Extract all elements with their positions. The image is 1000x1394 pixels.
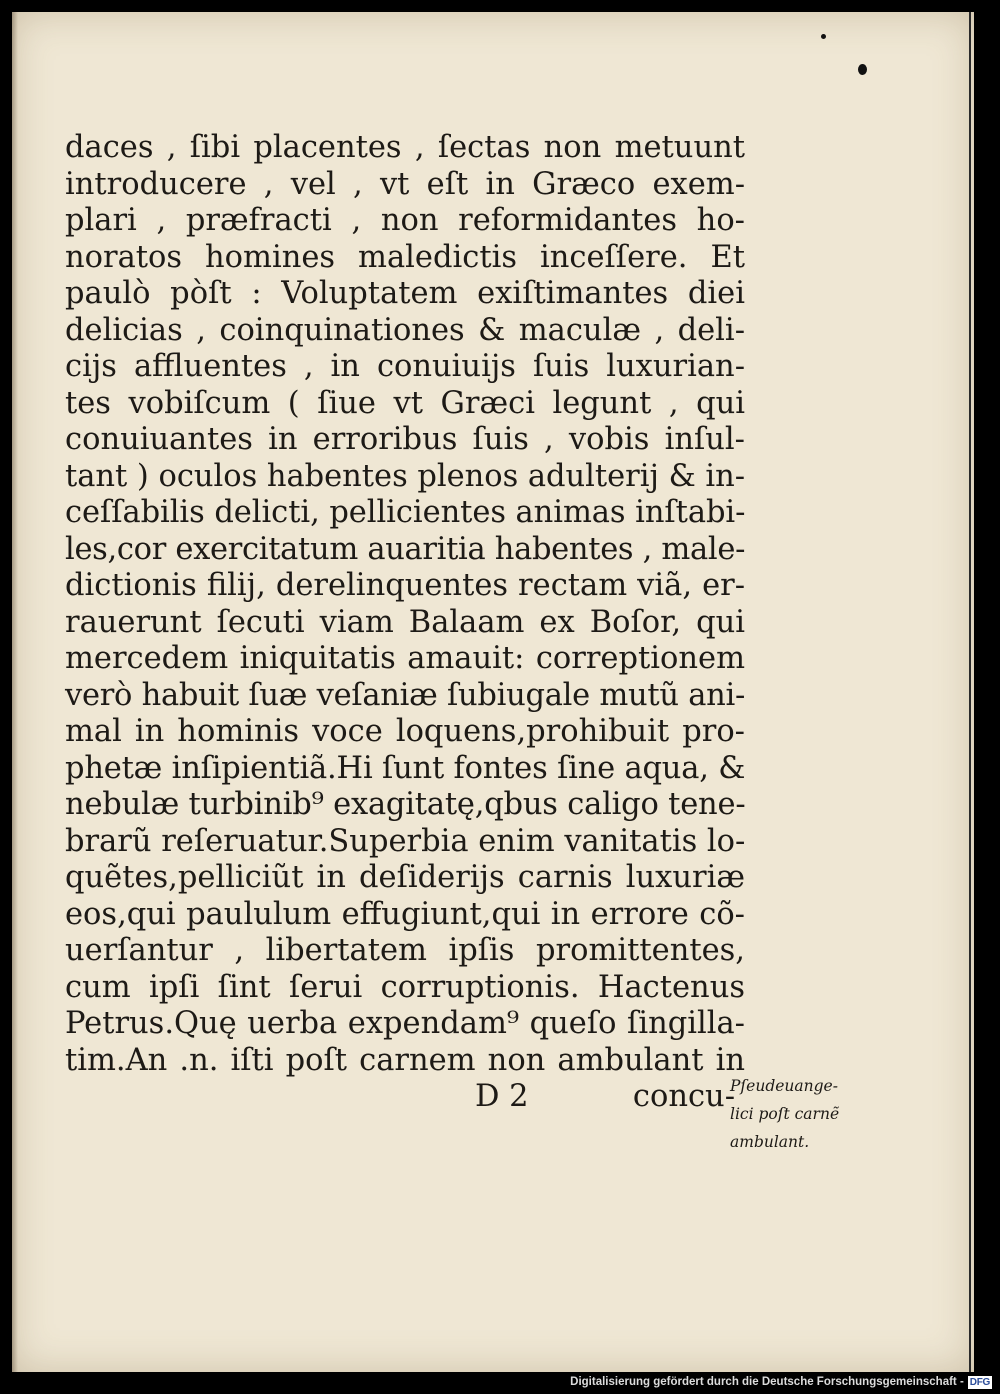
funding-text: Digitalisierung gefördert durch die Deutsche Forschungsgemeinschaft - [570,1376,964,1388]
text-line: ceſſabilis delicti, pellicientes animas inſtabi- [65,495,746,530]
text-line: nebulæ turbinib⁹ exagitatę,qbus caligo tene- [65,787,746,822]
body-text [65,130,745,1116]
text-line: cijs affluentes , in conuiuijs ſuis luxurian- [65,349,745,384]
text-line: tim.An .n. iſti poſt carnem non ambulant in [65,1042,745,1078]
marginal-note [730,1072,880,1156]
text-line: brarũ reſeruatur.Superbia enim vanitatis lo- [65,823,746,859]
text-line: rauerunt ſecuti viam Balaam ex Boſor, qui [65,604,745,640]
text-line: tant ) oculos habentes plenos adulterij & in- [65,458,746,494]
text-line: dictionis filij, derelinquentes rectam viã, er- [65,568,745,603]
marginal-note-line: Pſeudeuange- [730,1077,838,1095]
text-line: paulò pòſt : Voluptatem exiſtimantes diei [65,276,745,311]
text-line: phetæ inſipientiã.Hi ſunt fontes ſine aqua, & [65,750,746,786]
marginal-note-line: lici poſt carnẽ [730,1105,840,1123]
dfg-logo-icon: DFG [969,1376,990,1388]
ink-spot [858,64,867,75]
signature-line [65,1079,745,1116]
marginal-note-line: ambulant. [730,1133,810,1151]
text-line: mercedem iniquitatis amauit: correptionem [65,641,745,676]
page-scan [12,12,974,1372]
signature-mark: D 2 [475,1079,529,1114]
text-line: noratos homines maledictis inceſſere. Et [65,239,745,275]
text-line: conuiuantes in erroribus ſuis , vobis inſul- [65,422,745,457]
text-line: daces , ſibi placentes , ſectas non metuunt [65,130,745,165]
text-line: plari , præfracti , non reformidantes ho- [65,203,745,238]
text-line: tes vobiſcum ( ſiue vt Græci legunt , qui [65,385,745,421]
funding-credit [570,1374,992,1390]
text-line: delicias , coinquinationes & maculæ , deli- [65,312,745,348]
text-line: cum ipſi ſint ſerui corruptionis. Hactenus [65,969,745,1005]
text-line: mal in hominis voce loquens,prohibuit pro- [65,714,745,749]
page-edge-line [969,12,971,1372]
text-line: les,cor exercitatum auaritia habentes , male- [65,531,746,567]
text-line: introducere , vel , vt eſt in Græco exem- [65,166,745,202]
ink-spot [821,34,826,39]
catchword: concu- [632,1079,735,1114]
text-line: quẽtes,pelliciũt in deſiderijs carnis luxuriæ [65,860,745,895]
text-line: eos,qui paululum effugiunt,qui in errore cõ- [65,896,745,932]
text-line: Petrus.Quę uerba expendam⁹ queſo ſingilla- [65,1006,745,1041]
text-line: verò habuit ſuæ veſaniæ ſubiugale mutũ ani- [65,677,745,713]
text-line: uerſantur , libertatem ipſis promittentes, [65,933,745,968]
